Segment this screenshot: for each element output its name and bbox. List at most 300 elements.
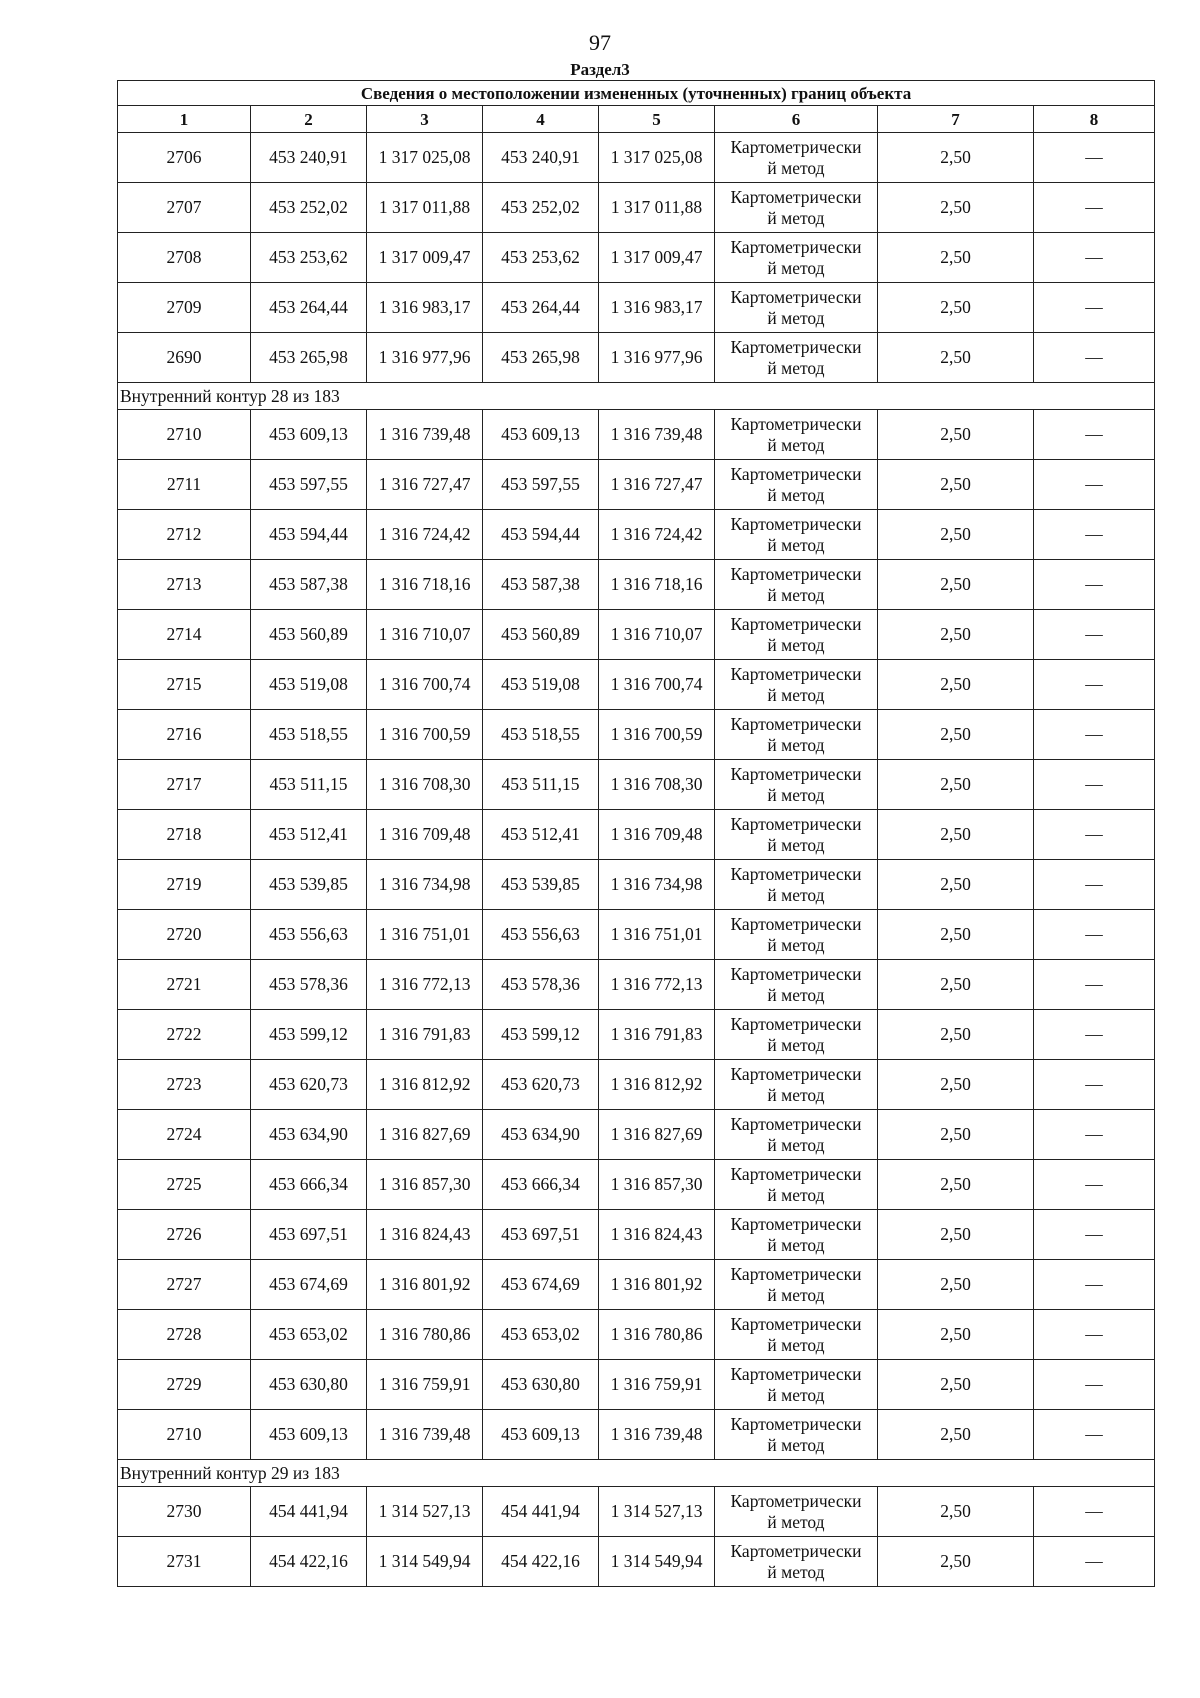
point-id-cell: 2714 — [118, 610, 251, 660]
point-id-cell: 2710 — [118, 410, 251, 460]
method-cell — [715, 510, 878, 560]
method-text-line: Картометрически — [730, 513, 862, 534]
method-text-line: й метод — [767, 1434, 825, 1455]
y-new-cell: 1 316 791,83 — [599, 1010, 715, 1060]
method-cell — [715, 1060, 878, 1110]
table-row — [118, 1537, 1155, 1587]
y-existing-cell: 1 316 812,92 — [367, 1060, 483, 1110]
table-row — [118, 910, 1155, 960]
accuracy-cell: 2,50 — [878, 960, 1034, 1010]
x-new-cell: 453 518,55 — [483, 710, 599, 760]
column-number: 2 — [251, 106, 367, 133]
x-new-cell: 453 674,69 — [483, 1260, 599, 1310]
x-new-cell: 453 265,98 — [483, 333, 599, 383]
y-new-cell: 1 316 983,17 — [599, 283, 715, 333]
accuracy-cell: 2,50 — [878, 1487, 1034, 1537]
point-id-cell: 2721 — [118, 960, 251, 1010]
table-row — [118, 1160, 1155, 1210]
method-text-line: й метод — [767, 307, 825, 328]
column-number: 7 — [878, 106, 1034, 133]
x-existing-cell: 453 519,08 — [251, 660, 367, 710]
method-cell — [715, 183, 878, 233]
y-new-cell: 1 316 812,92 — [599, 1060, 715, 1110]
method-cell — [715, 560, 878, 610]
y-new-cell: 1 314 549,94 — [599, 1537, 715, 1587]
method-cell — [715, 1360, 878, 1410]
table-row — [118, 610, 1155, 660]
x-existing-cell: 454 422,16 — [251, 1537, 367, 1587]
method-cell — [715, 1110, 878, 1160]
accuracy-cell: 2,50 — [878, 1010, 1034, 1060]
x-new-cell: 453 556,63 — [483, 910, 599, 960]
x-existing-cell: 453 597,55 — [251, 460, 367, 510]
method-text-line: й метод — [767, 1384, 825, 1405]
table-row — [118, 560, 1155, 610]
accuracy-cell: 2,50 — [878, 183, 1034, 233]
table-caption: Сведения о местоположении измененных (уточненных) границ объекта — [118, 81, 1155, 106]
method-cell — [715, 660, 878, 710]
accuracy-cell: 2,50 — [878, 133, 1034, 183]
note-cell: — — [1034, 1410, 1155, 1460]
boundary-coordinates-table — [117, 80, 1155, 1587]
x-existing-cell: 453 634,90 — [251, 1110, 367, 1160]
point-id-cell: 2711 — [118, 460, 251, 510]
point-id-cell: 2707 — [118, 183, 251, 233]
method-text-line: й метод — [767, 1234, 825, 1255]
y-existing-cell: 1 316 739,48 — [367, 410, 483, 460]
method-cell — [715, 1410, 878, 1460]
accuracy-cell: 2,50 — [878, 1160, 1034, 1210]
table-row — [118, 333, 1155, 383]
contour-header-row — [118, 383, 1155, 410]
column-number: 6 — [715, 106, 878, 133]
method-text-line: Картометрически — [730, 186, 862, 207]
x-existing-cell: 453 697,51 — [251, 1210, 367, 1260]
x-new-cell: 453 609,13 — [483, 1410, 599, 1460]
y-new-cell: 1 316 780,86 — [599, 1310, 715, 1360]
point-id-cell: 2716 — [118, 710, 251, 760]
accuracy-cell: 2,50 — [878, 460, 1034, 510]
x-new-cell: 453 630,80 — [483, 1360, 599, 1410]
method-cell — [715, 1260, 878, 1310]
note-cell: — — [1034, 1487, 1155, 1537]
method-text-line: Картометрически — [730, 663, 862, 684]
method-cell — [715, 760, 878, 810]
method-cell — [715, 283, 878, 333]
table-row — [118, 1310, 1155, 1360]
accuracy-cell: 2,50 — [878, 510, 1034, 560]
y-existing-cell: 1 316 827,69 — [367, 1110, 483, 1160]
y-new-cell: 1 316 751,01 — [599, 910, 715, 960]
accuracy-cell: 2,50 — [878, 1360, 1034, 1410]
x-existing-cell: 453 666,34 — [251, 1160, 367, 1210]
y-existing-cell: 1 316 759,91 — [367, 1360, 483, 1410]
y-new-cell: 1 314 527,13 — [599, 1487, 715, 1537]
point-id-cell: 2729 — [118, 1360, 251, 1410]
accuracy-cell: 2,50 — [878, 660, 1034, 710]
page-number: 97 — [589, 30, 611, 55]
method-text-line: Картометрически — [730, 1363, 862, 1384]
table-row — [118, 133, 1155, 183]
method-cell — [715, 460, 878, 510]
method-text-line: Картометрически — [730, 1113, 862, 1134]
method-text-line: Картометрически — [730, 236, 862, 257]
y-existing-cell: 1 316 724,42 — [367, 510, 483, 560]
section-title: Раздел3 — [570, 60, 630, 79]
y-new-cell: 1 316 977,96 — [599, 333, 715, 383]
point-id-cell: 2690 — [118, 333, 251, 383]
accuracy-cell: 2,50 — [878, 1310, 1034, 1360]
table-row — [118, 1410, 1155, 1460]
x-new-cell: 453 653,02 — [483, 1310, 599, 1360]
y-new-cell: 1 317 025,08 — [599, 133, 715, 183]
table-row — [118, 460, 1155, 510]
accuracy-cell: 2,50 — [878, 560, 1034, 610]
x-new-cell: 453 666,34 — [483, 1160, 599, 1210]
method-text-line: й метод — [767, 634, 825, 655]
y-existing-cell: 1 316 709,48 — [367, 810, 483, 860]
method-text-line: й метод — [767, 1561, 825, 1582]
x-existing-cell: 453 556,63 — [251, 910, 367, 960]
x-existing-cell: 453 620,73 — [251, 1060, 367, 1110]
x-existing-cell: 453 609,13 — [251, 410, 367, 460]
point-id-cell: 2708 — [118, 233, 251, 283]
y-new-cell: 1 316 827,69 — [599, 1110, 715, 1160]
accuracy-cell: 2,50 — [878, 1537, 1034, 1587]
note-cell: — — [1034, 1310, 1155, 1360]
point-id-cell: 2722 — [118, 1010, 251, 1060]
method-text-line: Картометрически — [730, 913, 862, 934]
note-cell: — — [1034, 910, 1155, 960]
table-row — [118, 1210, 1155, 1260]
note-cell: — — [1034, 1260, 1155, 1310]
x-existing-cell: 453 587,38 — [251, 560, 367, 610]
accuracy-cell: 2,50 — [878, 810, 1034, 860]
accuracy-cell: 2,50 — [878, 910, 1034, 960]
method-cell — [715, 333, 878, 383]
method-cell — [715, 410, 878, 460]
note-cell: — — [1034, 410, 1155, 460]
accuracy-cell: 2,50 — [878, 610, 1034, 660]
method-cell — [715, 233, 878, 283]
method-text-line: Картометрически — [730, 1263, 862, 1284]
x-existing-cell: 453 253,62 — [251, 233, 367, 283]
method-text-line: й метод — [767, 434, 825, 455]
method-cell — [715, 960, 878, 1010]
y-new-cell: 1 316 734,98 — [599, 860, 715, 910]
y-new-cell: 1 316 759,91 — [599, 1360, 715, 1410]
column-number: 3 — [367, 106, 483, 133]
note-cell: — — [1034, 860, 1155, 910]
x-existing-cell: 453 240,91 — [251, 133, 367, 183]
method-text-line: Картометрически — [730, 1413, 862, 1434]
x-new-cell: 453 253,62 — [483, 233, 599, 283]
point-id-cell: 2719 — [118, 860, 251, 910]
note-cell: — — [1034, 1160, 1155, 1210]
point-id-cell: 2720 — [118, 910, 251, 960]
table-row — [118, 960, 1155, 1010]
y-existing-cell: 1 316 739,48 — [367, 1410, 483, 1460]
note-cell: — — [1034, 283, 1155, 333]
accuracy-cell: 2,50 — [878, 860, 1034, 910]
method-text-line: й метод — [767, 1184, 825, 1205]
y-existing-cell: 1 316 983,17 — [367, 283, 483, 333]
method-text-line: й метод — [767, 1511, 825, 1532]
note-cell: — — [1034, 183, 1155, 233]
accuracy-cell: 2,50 — [878, 410, 1034, 460]
y-new-cell: 1 316 700,74 — [599, 660, 715, 710]
y-new-cell: 1 317 009,47 — [599, 233, 715, 283]
method-text-line: й метод — [767, 1334, 825, 1355]
note-cell: — — [1034, 710, 1155, 760]
y-new-cell: 1 316 700,59 — [599, 710, 715, 760]
x-new-cell: 453 594,44 — [483, 510, 599, 560]
table-row — [118, 1060, 1155, 1110]
x-existing-cell: 453 512,41 — [251, 810, 367, 860]
method-text-line: Картометрически — [730, 1490, 862, 1511]
x-new-cell: 453 609,13 — [483, 410, 599, 460]
accuracy-cell: 2,50 — [878, 1110, 1034, 1160]
x-existing-cell: 453 265,98 — [251, 333, 367, 383]
table-row — [118, 1487, 1155, 1537]
method-text-line: Картометрически — [730, 1063, 862, 1084]
y-new-cell: 1 316 772,13 — [599, 960, 715, 1010]
method-text-line: Картометрически — [730, 963, 862, 984]
table-row — [118, 1260, 1155, 1310]
point-id-cell: 2730 — [118, 1487, 251, 1537]
note-cell: — — [1034, 1010, 1155, 1060]
column-number: 5 — [599, 106, 715, 133]
x-new-cell: 453 539,85 — [483, 860, 599, 910]
point-id-cell: 2728 — [118, 1310, 251, 1360]
y-existing-cell: 1 316 780,86 — [367, 1310, 483, 1360]
method-text-line: й метод — [767, 484, 825, 505]
method-text-line: й метод — [767, 157, 825, 178]
x-new-cell: 453 264,44 — [483, 283, 599, 333]
y-new-cell: 1 316 801,92 — [599, 1260, 715, 1310]
method-cell — [715, 610, 878, 660]
method-cell — [715, 810, 878, 860]
method-text-line: й метод — [767, 1284, 825, 1305]
x-new-cell: 454 441,94 — [483, 1487, 599, 1537]
method-text-line: й метод — [767, 684, 825, 705]
accuracy-cell: 2,50 — [878, 283, 1034, 333]
y-new-cell: 1 316 739,48 — [599, 410, 715, 460]
point-id-cell: 2709 — [118, 283, 251, 333]
note-cell: — — [1034, 233, 1155, 283]
x-new-cell: 453 578,36 — [483, 960, 599, 1010]
point-id-cell: 2724 — [118, 1110, 251, 1160]
method-cell — [715, 1010, 878, 1060]
method-text-line: й метод — [767, 1034, 825, 1055]
x-existing-cell: 453 609,13 — [251, 1410, 367, 1460]
y-new-cell: 1 316 709,48 — [599, 810, 715, 860]
table-body — [118, 81, 1155, 1587]
method-cell — [715, 1310, 878, 1360]
x-existing-cell: 453 653,02 — [251, 1310, 367, 1360]
point-id-cell: 2713 — [118, 560, 251, 610]
x-existing-cell: 453 252,02 — [251, 183, 367, 233]
method-text-line: й метод — [767, 357, 825, 378]
y-existing-cell: 1 317 009,47 — [367, 233, 483, 283]
x-existing-cell: 453 674,69 — [251, 1260, 367, 1310]
y-existing-cell: 1 317 011,88 — [367, 183, 483, 233]
table-caption-row — [118, 81, 1155, 106]
method-text-line: й метод — [767, 984, 825, 1005]
point-id-cell: 2710 — [118, 1410, 251, 1460]
table-row — [118, 183, 1155, 233]
contour-label: Внутренний контур 29 из 183 — [118, 1460, 1155, 1487]
method-text-line: Картометрически — [730, 713, 862, 734]
method-text-line: й метод — [767, 884, 825, 905]
point-id-cell: 2717 — [118, 760, 251, 810]
x-existing-cell: 453 264,44 — [251, 283, 367, 333]
note-cell: — — [1034, 1060, 1155, 1110]
x-new-cell: 453 252,02 — [483, 183, 599, 233]
method-text-line: Картометрически — [730, 1013, 862, 1034]
method-text-line: Картометрически — [730, 813, 862, 834]
y-new-cell: 1 316 727,47 — [599, 460, 715, 510]
x-existing-cell: 453 560,89 — [251, 610, 367, 660]
table-row — [118, 860, 1155, 910]
y-existing-cell: 1 316 718,16 — [367, 560, 483, 610]
table-row — [118, 710, 1155, 760]
table-row — [118, 760, 1155, 810]
table-row — [118, 410, 1155, 460]
x-new-cell: 454 422,16 — [483, 1537, 599, 1587]
method-text-line: й метод — [767, 584, 825, 605]
method-text-line: Картометрически — [730, 1313, 862, 1334]
y-new-cell: 1 317 011,88 — [599, 183, 715, 233]
y-existing-cell: 1 317 025,08 — [367, 133, 483, 183]
y-existing-cell: 1 316 791,83 — [367, 1010, 483, 1060]
table-row — [118, 283, 1155, 333]
accuracy-cell: 2,50 — [878, 1410, 1034, 1460]
contour-header-row — [118, 1460, 1155, 1487]
point-id-cell: 2718 — [118, 810, 251, 860]
y-new-cell: 1 316 708,30 — [599, 760, 715, 810]
x-new-cell: 453 620,73 — [483, 1060, 599, 1110]
y-existing-cell: 1 316 708,30 — [367, 760, 483, 810]
y-new-cell: 1 316 718,16 — [599, 560, 715, 610]
contour-label: Внутренний контур 28 из 183 — [118, 383, 1155, 410]
note-cell: — — [1034, 1210, 1155, 1260]
table-row — [118, 1360, 1155, 1410]
method-text-line: Картометрически — [730, 1540, 862, 1561]
method-cell — [715, 1537, 878, 1587]
method-text-line: Картометрически — [730, 863, 862, 884]
table-row — [118, 1010, 1155, 1060]
method-text-line: Картометрически — [730, 286, 862, 307]
y-existing-cell: 1 316 700,59 — [367, 710, 483, 760]
x-new-cell: 453 634,90 — [483, 1110, 599, 1160]
point-id-cell: 2726 — [118, 1210, 251, 1260]
y-existing-cell: 1 316 751,01 — [367, 910, 483, 960]
y-existing-cell: 1 316 824,43 — [367, 1210, 483, 1260]
x-new-cell: 453 599,12 — [483, 1010, 599, 1060]
x-existing-cell: 453 539,85 — [251, 860, 367, 910]
point-id-cell: 2727 — [118, 1260, 251, 1310]
y-existing-cell: 1 316 700,74 — [367, 660, 483, 710]
method-text-line: й метод — [767, 734, 825, 755]
point-id-cell: 2731 — [118, 1537, 251, 1587]
column-number: 4 — [483, 106, 599, 133]
method-cell — [715, 910, 878, 960]
accuracy-cell: 2,50 — [878, 333, 1034, 383]
method-text-line: й метод — [767, 834, 825, 855]
method-text-line: Картометрически — [730, 763, 862, 784]
y-existing-cell: 1 316 734,98 — [367, 860, 483, 910]
note-cell: — — [1034, 133, 1155, 183]
note-cell: — — [1034, 510, 1155, 560]
x-existing-cell: 453 578,36 — [251, 960, 367, 1010]
method-cell — [715, 710, 878, 760]
y-existing-cell: 1 314 527,13 — [367, 1487, 483, 1537]
point-id-cell: 2723 — [118, 1060, 251, 1110]
y-existing-cell: 1 316 727,47 — [367, 460, 483, 510]
x-new-cell: 453 560,89 — [483, 610, 599, 660]
method-text-line: Картометрически — [730, 136, 862, 157]
x-new-cell: 453 512,41 — [483, 810, 599, 860]
y-existing-cell: 1 316 857,30 — [367, 1160, 483, 1210]
x-existing-cell: 453 511,15 — [251, 760, 367, 810]
point-id-cell: 2725 — [118, 1160, 251, 1210]
x-existing-cell: 453 599,12 — [251, 1010, 367, 1060]
method-cell — [715, 860, 878, 910]
method-text-line: й метод — [767, 1084, 825, 1105]
note-cell: — — [1034, 760, 1155, 810]
y-new-cell: 1 316 857,30 — [599, 1160, 715, 1210]
note-cell: — — [1034, 810, 1155, 860]
x-existing-cell: 454 441,94 — [251, 1487, 367, 1537]
method-text-line: Картометрически — [730, 563, 862, 584]
method-cell — [715, 1487, 878, 1537]
point-id-cell: 2712 — [118, 510, 251, 560]
point-id-cell: 2715 — [118, 660, 251, 710]
x-new-cell: 453 597,55 — [483, 460, 599, 510]
method-cell — [715, 1160, 878, 1210]
accuracy-cell: 2,50 — [878, 1210, 1034, 1260]
table-row — [118, 510, 1155, 560]
y-new-cell: 1 316 739,48 — [599, 1410, 715, 1460]
table-row — [118, 660, 1155, 710]
y-existing-cell: 1 316 710,07 — [367, 610, 483, 660]
note-cell: — — [1034, 1537, 1155, 1587]
note-cell: — — [1034, 1110, 1155, 1160]
method-text-line: й метод — [767, 534, 825, 555]
x-new-cell: 453 587,38 — [483, 560, 599, 610]
method-text-line: Картометрически — [730, 463, 862, 484]
y-new-cell: 1 316 824,43 — [599, 1210, 715, 1260]
accuracy-cell: 2,50 — [878, 233, 1034, 283]
note-cell: — — [1034, 460, 1155, 510]
column-number: 1 — [118, 106, 251, 133]
method-cell — [715, 1210, 878, 1260]
column-number: 8 — [1034, 106, 1155, 133]
accuracy-cell: 2,50 — [878, 1060, 1034, 1110]
method-text-line: й метод — [767, 784, 825, 805]
accuracy-cell: 2,50 — [878, 710, 1034, 760]
method-text-line: й метод — [767, 934, 825, 955]
x-existing-cell: 453 518,55 — [251, 710, 367, 760]
point-id-cell: 2706 — [118, 133, 251, 183]
method-text-line: Картометрически — [730, 613, 862, 634]
table-row — [118, 810, 1155, 860]
x-new-cell: 453 240,91 — [483, 133, 599, 183]
accuracy-cell: 2,50 — [878, 1260, 1034, 1310]
method-text-line: Картометрически — [730, 336, 862, 357]
note-cell: — — [1034, 960, 1155, 1010]
